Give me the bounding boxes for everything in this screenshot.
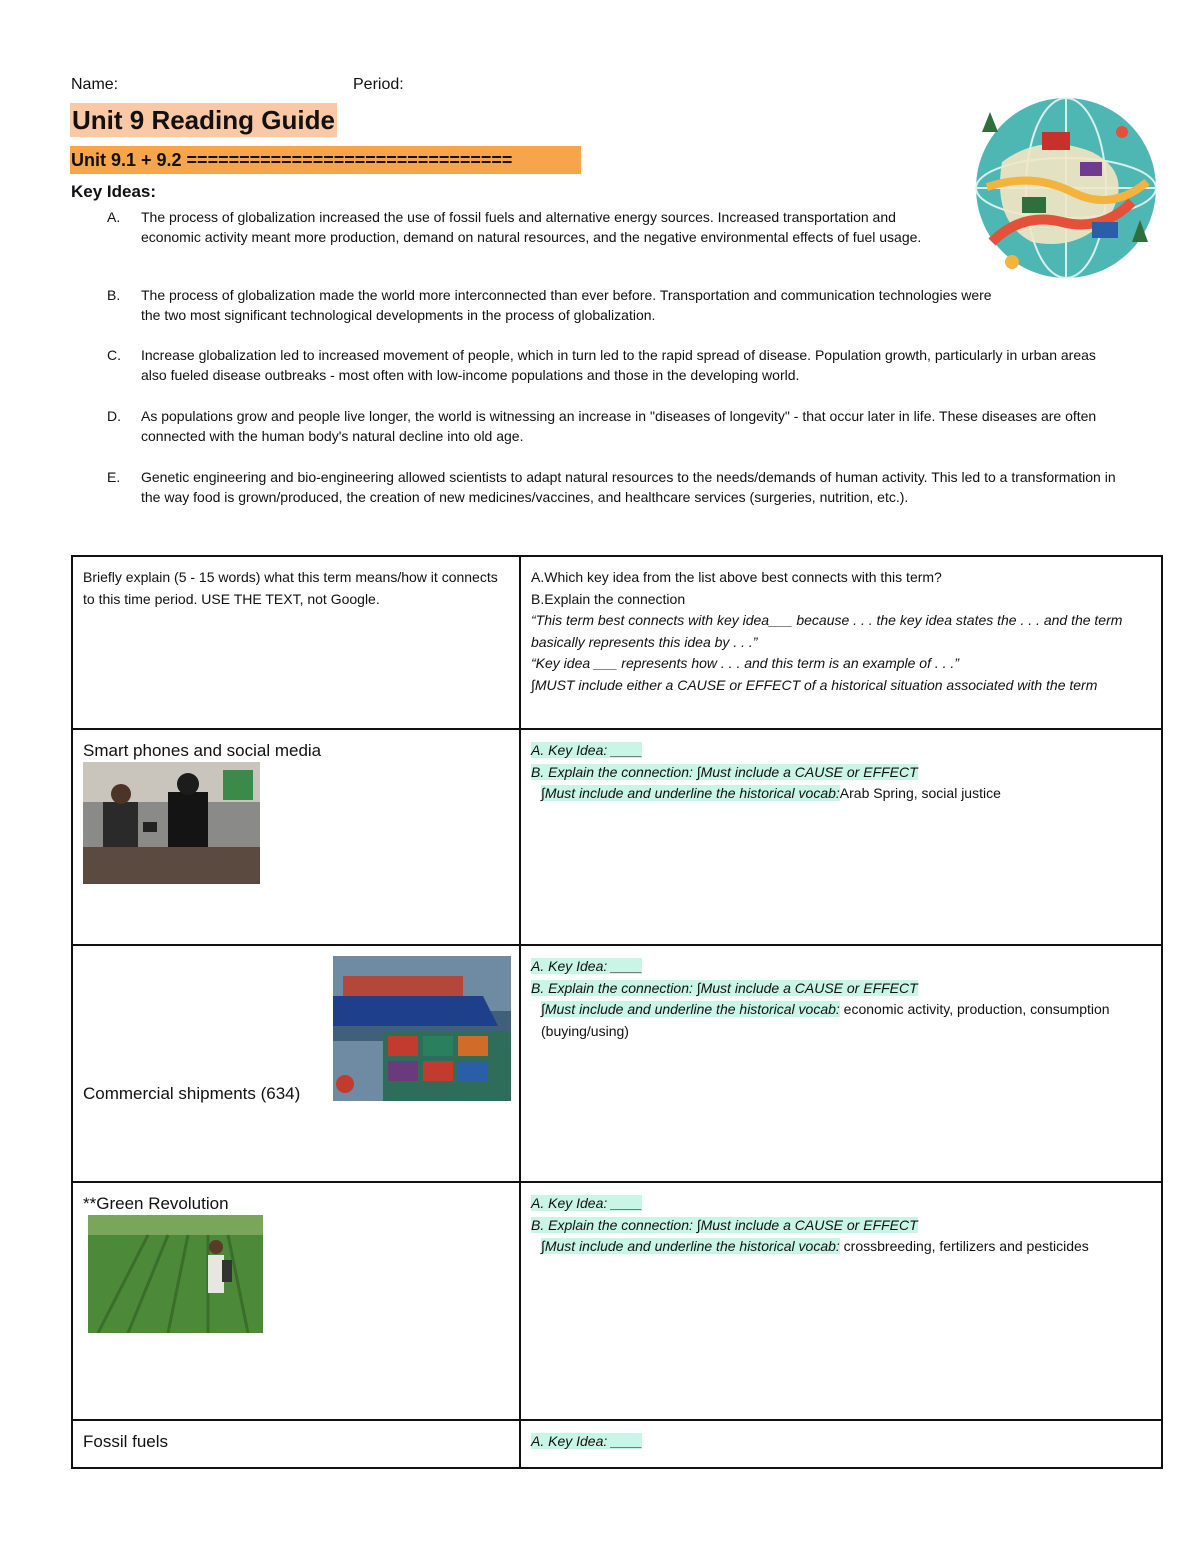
cargo-ship-photo	[333, 956, 511, 1101]
key-idea-text: As populations grow and people live longer, the world is witnessing an increase in "diseases of longevity" - that occur later in life. These diseases are often connected with the human body's natural decline into old age.	[141, 408, 1097, 444]
term-cell[interactable]	[72, 945, 520, 1182]
key-idea-d	[107, 407, 1137, 446]
vocab-terms: Arab Spring, social justice	[839, 785, 1001, 801]
vocab-prompt: ∫Must include and underline the historical vocab:	[541, 1001, 840, 1017]
term-label: Smart phones and social media	[83, 741, 322, 760]
key-idea-letter: A.	[107, 209, 121, 225]
vocab-prompt: ∫Must include and underline the historical vocab:	[541, 785, 840, 801]
term-cell[interactable]	[72, 729, 520, 945]
header-line-b: B.Explain the connection	[531, 590, 686, 607]
connection-cell[interactable]	[520, 729, 1162, 945]
header-right-cell	[520, 556, 1162, 729]
key-idea-e	[107, 468, 1137, 507]
connection-cell[interactable]	[520, 1420, 1162, 1468]
key-idea-prompt: A. Key Idea: ____	[531, 742, 643, 758]
table-row	[72, 1420, 1162, 1468]
term-cell[interactable]	[72, 1182, 520, 1420]
key-idea-letter: E.	[107, 469, 121, 485]
vocab-terms: economic activity, production, consumption (buying/using)	[541, 1001, 1110, 1039]
explain-prompt: B. Explain the connection: ∫Must include a CAUSE or EFFECT	[531, 1216, 918, 1233]
name-label: Name:	[71, 76, 119, 93]
term-label: Fossil fuels	[83, 1432, 169, 1451]
header-must: ∫MUST include either a CAUSE or EFFECT of a historical situation associated with the term	[531, 676, 1098, 693]
table-header-row	[72, 556, 1162, 729]
protest-photo	[83, 762, 260, 884]
explain-prompt: B. Explain the connection: ∫Must include a CAUSE or EFFECT	[531, 763, 918, 780]
farm-field-photo	[88, 1215, 263, 1333]
key-idea-text: Genetic engineering and bio-engineering allowed scientists to adapt natural resources to the needs/demands of human activity. This led to a transformation in the way food is grown/produced, the creation of new medicines/vaccines, and healthcare services (surgeries, nutrition, etc.).	[141, 469, 1116, 505]
key-idea-letter: D.	[107, 408, 121, 424]
key-idea-text: Increase globalization led to increased movement of people, which in turn led to the rapid spread of disease. Population growth, particularly in urban areas also fueled disease outbreaks - most often with low-income populations and those in the developing world.	[141, 347, 1096, 383]
key-idea-prompt: A. Key Idea: ____	[531, 958, 643, 974]
connection-cell[interactable]	[520, 945, 1162, 1182]
connection-cell[interactable]	[520, 1182, 1162, 1420]
key-idea-b	[107, 286, 1137, 325]
table-row	[72, 1182, 1162, 1420]
key-idea-prompt: A. Key Idea: ____	[531, 1195, 643, 1211]
reading-guide-table	[71, 555, 1163, 1469]
header-example-1: “This term best connects with key idea___ because . . . the key idea states the . . . and the term basically represents this idea by . . .”	[531, 612, 1123, 650]
term-cell[interactable]	[72, 1420, 520, 1468]
table-row	[72, 945, 1162, 1182]
vocab-terms: crossbreeding, fertilizers and pesticides	[839, 1238, 1089, 1254]
unit-subtitle: Unit 9.1 + 9.2 ===============================	[70, 146, 581, 174]
header-example-2: “Key idea ___ represents how . . . and this term is an example of . . .”	[531, 655, 959, 671]
vocab-prompt: ∫Must include and underline the historical vocab:	[541, 1238, 840, 1254]
key-idea-prompt: A. Key Idea: ____	[531, 1433, 643, 1449]
term-label: **Green Revolution	[83, 1194, 229, 1213]
header-line-a: A.Which key idea from the list above best connects with this term?	[531, 569, 942, 585]
explain-prompt: B. Explain the connection: ∫Must include a CAUSE or EFFECT	[531, 979, 918, 996]
page-title: Unit 9 Reading Guide	[72, 105, 335, 135]
header-left-text: Briefly explain (5 - 15 words) what this term means/how it connects to this time period. USE THE TEXT, not Google.	[83, 569, 498, 607]
key-ideas-heading: Key Ideas:	[71, 182, 157, 201]
period-label: Period:	[353, 76, 404, 93]
key-idea-text: The process of globalization increased the use of fossil fuels and alternative energy sources. Increased transportation and economic activity meant more production, demand on natural resources, and the negative environmental effects of fuel usage.	[141, 209, 922, 245]
key-idea-letter: C.	[107, 347, 121, 363]
key-idea-c	[107, 346, 1137, 385]
key-idea-letter: B.	[107, 287, 121, 303]
globe-illustration	[962, 92, 1164, 282]
table-row	[72, 729, 1162, 945]
key-idea-text: The process of globalization made the world more interconnected than ever before. Transportation and communication technologies were the two most significant technological developments in the process of globalization.	[141, 287, 992, 323]
term-label: Commercial shipments (634)	[83, 1084, 301, 1103]
header-left-cell	[72, 556, 520, 729]
